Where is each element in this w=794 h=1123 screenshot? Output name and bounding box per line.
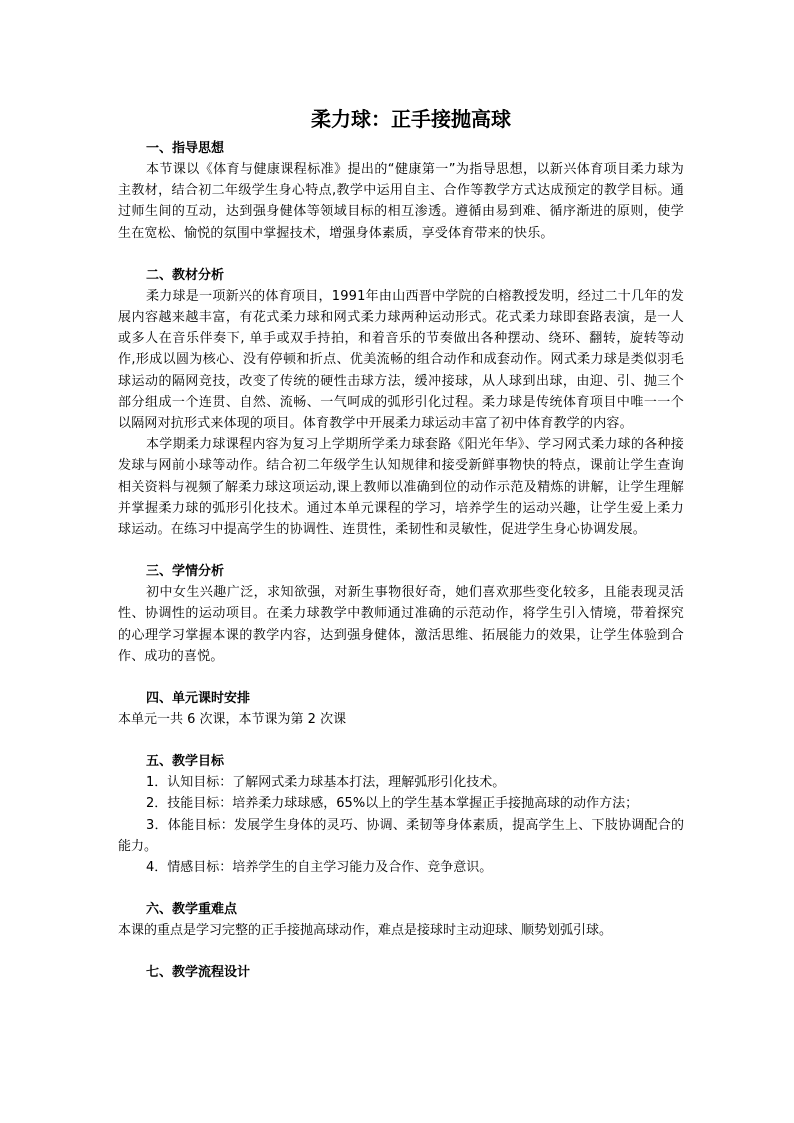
goal-item: 4．情感目标：培养学生的自主学习能力及合作、竞争意识。	[146, 860, 493, 876]
paragraph: 初中女生兴趣广泛，求知欲强，对新生事物很好奇，她们喜欢那些变化较多，且能表现灵活性、协调性的运动项目。在柔力球教学中教师通过准确的示范动作，将学生引入情境，带着探究的心理学习掌握本课的教学内容，达到强身健体，激活思维、拓展能力的效果，让学生体验到合作、成功的喜悦。	[118, 585, 684, 664]
document-title: 柔力球：正手接抛高球	[311, 107, 511, 131]
section-heading-teaching-flow: 七、教学流程设计	[146, 965, 251, 981]
section-heading-guiding-thought: 一、指导思想	[146, 141, 225, 156]
goal-item: 2．技能目标：培养柔力球球感，65%以上的学生基本掌握正手接抛高球的动作方法；	[146, 796, 639, 812]
section-heading-material-analysis: 二、教材分析	[146, 267, 225, 283]
goal-item: 1．认知目标：了解网式柔力球基本打法，理解弧形引化技术。	[146, 775, 506, 791]
schedule-text: 本单元一共 6 次课，本节课为第 2 次课	[118, 712, 347, 728]
section-heading-student-analysis: 三、学情分析	[146, 564, 225, 580]
section-heading-key-difficulties: 六、教学重难点	[146, 902, 238, 918]
section-heading-schedule: 四、单元课时安排	[146, 691, 251, 707]
paragraph: 本节课以《体育与健康课程标准》提出的“健康第一”为指导思想，以新兴体育项目柔力球为主教材，结合初二年级学生身心特点,教学中运用自主、合作等教学方式达成预定的教学目标。通过师生间的互动，达到强身健体等领域目标的相互渗透。遵循由易到难、循序渐进的原则，使学生在宽松、愉悦的氛围中掌握技术，增强身体素质，享受体育带来的快乐。	[118, 162, 684, 241]
goal-item: 3．体能目标：发展学生身体的灵巧、协调、柔韧等身体素质，提高学生上、下肢协调配合的能力。	[118, 817, 684, 854]
section-heading-teaching-goals: 五、教学目标	[146, 754, 225, 770]
paragraph: 柔力球是一项新兴的体育项目，1991年由山西晋中学院的白榕教授发明，经过二十几年的发展内容越来越丰富，有花式柔力球和网式柔力球两种运动形式。花式柔力球即套路表演，是一人或多人在音乐伴奏下, 单手或双手持拍，和着音乐的节奏做出各种摆动、绕环、翻转，旋转等动作,形成以圆为核心、没有停顿和折点、优美流畅的组合动作和成套动作。网式柔力球是类似羽毛球运动的隔网竞技，改变了传统的硬性击球方法，缓冲接球，从人球到出球，由迎、引、抛三个部分组成一个连贯、自然、流畅、一气呵成的弧形引化过程。柔力球是传统体育项目中唯一一个以隔网对抗形式来体现的项目。体育教学中开展柔力球运动丰富了初中体育教学的内容。	[118, 288, 684, 432]
key-difficulties-text: 本课的重点是学习完整的正手接抛高球动作，难点是接球时主动迎球、顺势划弧引球。	[118, 923, 613, 939]
paragraph: 本学期柔力球课程内容为复习上学期所学柔力球套路《阳光年华》、学习网式柔力球的各种接发球与网前小球等动作。结合初二年级学生认知规律和接受新鲜事物快的特点，课前让学生查询相关资料与视频了解柔力球这项运动,课上教师以准确到位的动作示范及精炼的讲解，让学生理解并掌握柔力球的弧形引化技术。通过本单元课程的学习，培养学生的运动兴趣，让学生爱上柔力球运动。在练习中提高学生的协调性、连贯性，柔韧性和灵敏性，促进学生身心协调发展。	[118, 437, 684, 538]
